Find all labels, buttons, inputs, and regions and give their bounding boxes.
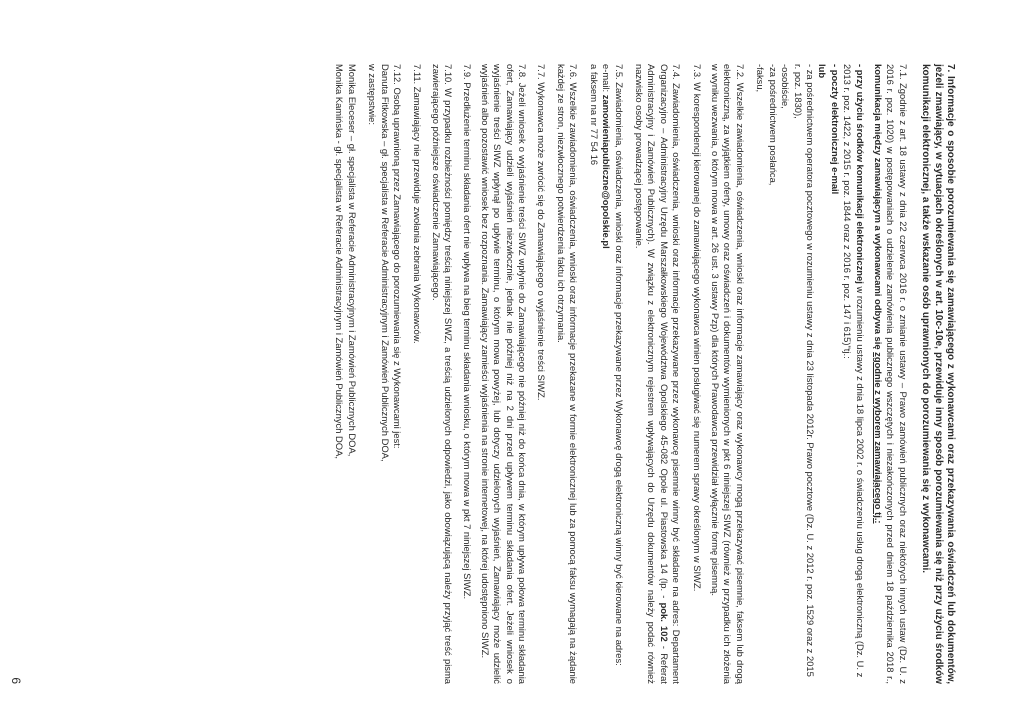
section-7-12: [333, 64, 403, 684]
s74-text2: - Referat Administracyjny i Zamówień Publicznych). W związku z elektronicznym rejestrem wpływających do Urzędu dokumentów należy podać również nazwisko osoby prowadzącej postępowanie.: [634, 64, 670, 684]
section-7-1: [754, 64, 909, 684]
section-7-3: 7.3. W korespondencji kierowanej do zamawiającego wykonawca winien posługiwać się numerem sprawy określonym w SIWZ.: [691, 64, 703, 592]
section-7-6: 7.6. Wszelkie zawiadomienia, oświadczenia, wnioski oraz informacje przekazane w formie elektronicznej lub za pomocą faksu wymagają na żądanie każdej ze stron, niezwłocznego potwierdzenia faktu ich otrzymania.: [556, 64, 580, 684]
s75-email[interactable]: zamowieniapubliczne@opolskie.pl: [601, 94, 613, 249]
s712-contact-1: Danuta Fitkowska – gł. specjalista w Referacie Administracyjnym i Zamówień Publicznych DOA,: [379, 64, 391, 462]
page-number: 6: [9, 677, 24, 684]
s71-courier: -za pośrednictwem posłańca,: [767, 64, 779, 186]
s74-room: pok. 102: [658, 602, 670, 642]
s71-dash1: [841, 64, 866, 684]
s75-fax: a faksem na nr 77 54 16: [588, 64, 600, 166]
s712-substitute-label: w zastępstwie:: [367, 64, 379, 125]
s71-bold-underlined: zgodnie z wyborem zamawiającego tj.:: [872, 352, 884, 524]
section-7-2: 7.2. Wszelkie zawiadomienia, oświadczenia, wnioski oraz informacje zamawiający oraz wykonawcy mogą przekazywać pisemnie, faksem lub drogą elektroniczną, za wyjątkiem oferty, umowy oraz oświadczeń i dokumentów wymienionych w pkt 6 niniejszej SIWZ (również w przypadku ich złożenia w wyniku wezwania, o którym mowa w art. 26 ust. 3 ustawy Pzp) dla których Prawodawca przewidział wyłącznie formę pisemną.: [710, 64, 746, 684]
s712-text: 7.12. Osobą uprawnioną przez Zamawiającego do porozumiewania się z Wykonawcami jest:: [391, 64, 403, 449]
s75-email-line: [600, 64, 612, 684]
s71-bold: komunikacja między zamawiającym a wykonawcami odbywa się: [872, 64, 884, 350]
section-7-10: 7.10. W przypadku rozbieżności pomiędzy treścią niniejszej SIWZ, a treścią udzielonych odpowiedzi, jako obowiązującą należy przyjąć treść pisma zawierającego późniejsze oświadczenie Zamawiającego.: [430, 64, 455, 684]
s71-dash1-bold: - przy użyciu środków komunikacji elektronicznej: [854, 64, 866, 284]
s75-email-label: e-mail:: [601, 64, 613, 93]
section-heading: 7. Informacje o sposobie porozumiewania się zamawiającego z wykonawcami oraz przekazywania oświadczeń lub dokumentów, jeżeli zmawiający, w sytuacjach określonych w art. 10c-10e, przewiduje inny sposób porozumiewania się niż przy użyciu środków komunikacji elektronicznej, a także wskazanie osób uprawnionych do porozumiewania się z wykonawcami.: [920, 64, 956, 684]
s712-contact-2: Monika Eleceser – gł. specjalista w Referacie Administracyjnym i Zamówień Publicznych DOA,: [346, 64, 358, 457]
section-7-11: 7.11. Zamawiający nie przewiduje zwołania zebrania Wykonawców.: [412, 64, 424, 344]
section-7-8: 7.8. Jeżeli wniosek o wyjaśnienie treści SIWZ wpłynie do Zamawiającego nie później niż do końca dnia, w którym upływa połowa terminu składania ofert, Zamawiający udzieli wyjaśnień niezwłocznie, jednak nie później niż na 2 dni przed upływem terminu składania ofert. Jeżeli wniosek o wyjaśnienie treści SIWZ wpłynął po upływie terminu, o którym mowa powyżej, lub dotyczy udzielonych wyjaśnień, Zamawiający może udzielić wyjaśnień albo pozostawić wniosek bez rozpoznania. Zamawiający zamieści wyjaśnienia na stronie internetowej, na której udostępniono SIWZ.: [480, 64, 529, 684]
s71-fax: -faksu,: [755, 64, 767, 93]
section-7-9: 7.9. Przedłużenie terminu składania ofert nie wpływa na bieg terminu składania wniosku, o którym mowa w pkt 7 niniejszej SIWZ.: [461, 64, 473, 600]
s71-dash1-text: w rozumieniu ustawy z dnia 18 lipca 2002 r. o świadczeniu usług drogą elektroniczną (Dz. U. z 2013 r. poz. 1422, z 2015 r. poz. 1844 oraz z 2016 r. poz. 147 i 615)"tj.:: [842, 64, 866, 678]
s71-email-option: - poczty elektronicznej e-mail: [829, 64, 841, 195]
section-7-4: [633, 64, 683, 684]
section-7-7: 7.7. Wykonawca może zwrócić się do Zamawiającego o wyjaśnienie treści SIWZ.: [535, 64, 547, 401]
section-7-5: [587, 64, 624, 684]
s71-operator: - za pośrednictwem operatora pocztowego w rozumieniu ustawy z dnia 23 listopada 2012r. Prawo pocztowe (Dz. U. z 2012 r. poz. 1529 oraz z 2015 r. poz. 1830),: [792, 64, 816, 677]
s71-text: 7.1. Zgodnie z art. 18 ustawy z dnia 22 czerwca 2016 r. o zmianie ustawy – Prawo zamówień publicznych oraz niektórych innych ustaw (Dz. U. z 2016 r. poz. 1020) w postępowaniach o udzielenie zamówienia publicznego wszczętych i niezakończonych przed dniem 18 października 2018 r.,: [885, 64, 909, 684]
s712-contact-3: Monika Kamińska - gł. specjalista w Referacie Administracyjnym i Zamówień Publicznych DOA,: [334, 64, 346, 459]
s71-or: lub: [817, 64, 829, 79]
s75-text: 7.5. Zawiadomienia, oświadczenia, wnioski oraz informacje przekazywane przez Wykonawcę drogą elektroniczną winny być kierowane na adres:: [613, 64, 625, 666]
s74-text1: 7.4. Zawiadomienia, oświadczenia, wnioski oraz informacje przekazywane przez wykonawcę pisemnie winny być składane na adres: Departament Organizacyjno – Administracyjny Urzędu Marszałkowskiego Województwa Opolskiego 45-082 Opole ul. Piastowska 14 (lp. -: [658, 64, 683, 684]
s71-personally: -osobiście,: [780, 64, 792, 109]
